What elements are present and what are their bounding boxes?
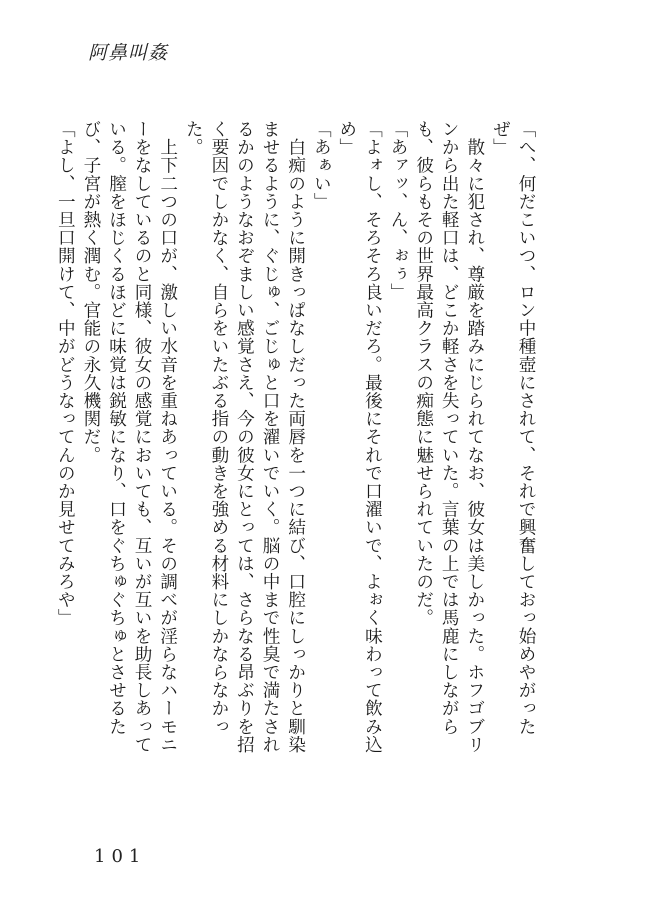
paragraph: 「あぁい」: [311, 120, 332, 211]
page-number: 101: [94, 846, 147, 867]
paragraph: 「よォし、そろそろ良いだろ。最後にそれで口濯いで、よぉく味わって飲み込め」: [336, 120, 383, 754]
body-text: [55, 120, 538, 760]
paragraph: 散々に犯され、尊厳を踏みにじられてなお、彼女は美しかった。ホフゴブリンから出た軽口は、どこか軽さを失っていた。言葉の上では馬鹿にしながらも、彼らもその世界最高クラスの痴態に魅せられていたのだ。: [413, 120, 485, 754]
paragraph: 上下二つの口が、激しい水音を重ねあっている。その調べが淫らなハーモニーをなしているのと同様、彼女の感覚においても、互いが互いを助長しあっている。膣をほじくるほどに味覚は鋭敏になり、口をぐちゅぐちゅとさせるたび、子宮が熱く潤む。官能の永久機関だ。: [80, 120, 178, 754]
paragraph: 白痴のように開きっぱなしだった両唇を一つに結び、口腔にしっかりと馴染ませるように、ぐじゅ、ごじゅと口を濯いでいく。脳の中まで性臭で満たされるかのようなおぞましい感覚さえ、今の彼女にとっては、さらなる昂ぶりを招く要因でしかなく、自らをいたぶる指の動きを強める材料にしかならなかった。: [183, 120, 306, 754]
running-title: 阿鼻叫姦: [88, 42, 169, 64]
paragraph: 「へ、何だこいつ、ロン中種壺にされて、それで興奮しておっ始めやがったぜ」: [490, 120, 536, 736]
paragraph: 「よし、一旦口開けて、中がどうなってんのか見せてみろや」: [55, 120, 76, 627]
paragraph: 「あァッ、ん、ぉぅ」: [388, 120, 409, 301]
